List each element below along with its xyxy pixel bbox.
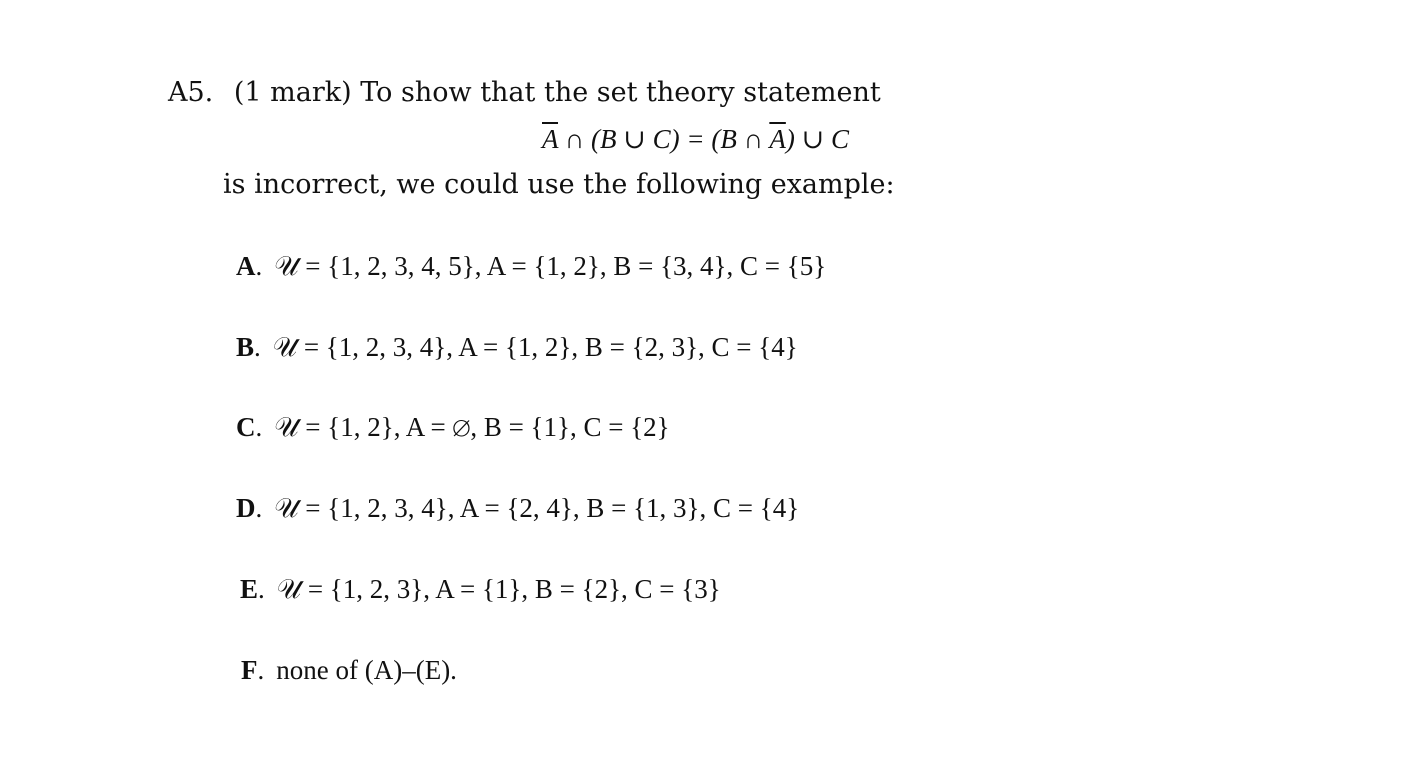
option-text: 𝒰 = {1, 2}, A = ∅, B = {1}, C = {2} [274, 412, 670, 442]
option-letter: F [241, 655, 258, 685]
option-e[interactable] [240, 572, 721, 606]
question-intro-line [168, 76, 881, 110]
option-text: none of (A)–(E). [276, 655, 457, 685]
statement-left-rest: ∩ (B ∪ C) = (B ∩ [558, 124, 770, 154]
question-mark: (1 mark) [233, 77, 352, 108]
option-d[interactable] [236, 491, 799, 525]
option-text: 𝒰 = {1, 2, 3}, A = {1}, B = {2}, C = {3} [276, 574, 721, 604]
option-dot: . [257, 655, 265, 685]
option-letter: B [236, 332, 255, 362]
statement-complement-a-right: $\overline{A}$ [769, 124, 786, 154]
option-f[interactable] [241, 653, 457, 687]
option-letter: A [236, 251, 256, 281]
option-c[interactable] [236, 410, 670, 444]
option-dot: . [255, 493, 263, 523]
option-dot: . [255, 251, 263, 281]
question-intro-text: To show that the set theory statement [360, 77, 881, 108]
question-number: A5. [168, 77, 214, 108]
option-letter: D [236, 493, 256, 523]
question-continuation: is incorrect, we could use the following example: [223, 169, 895, 200]
option-a[interactable] [236, 249, 826, 283]
option-dot: . [255, 412, 263, 442]
statement-right-rest: ) ∪ C [785, 124, 849, 154]
option-dot: . [258, 574, 265, 604]
option-letter: E [240, 574, 259, 604]
option-text: 𝒰 = {1, 2, 3, 4}, A = {2, 4}, B = {1, 3}, C = {4} [274, 493, 800, 523]
option-text: 𝒰 = {1, 2, 3, 4, 5}, A = {1, 2}, B = {3, 4}, C = {5} [274, 251, 827, 281]
option-dot: . [254, 332, 261, 362]
statement-complement-a-left: $\overline{A}$ [542, 124, 559, 154]
set-statement [542, 122, 849, 156]
option-b[interactable] [236, 330, 798, 364]
option-letter: C [236, 412, 256, 442]
option-text: 𝒰 = {1, 2, 3, 4}, A = {1, 2}, B = {2, 3}, C = {4} [272, 332, 798, 362]
